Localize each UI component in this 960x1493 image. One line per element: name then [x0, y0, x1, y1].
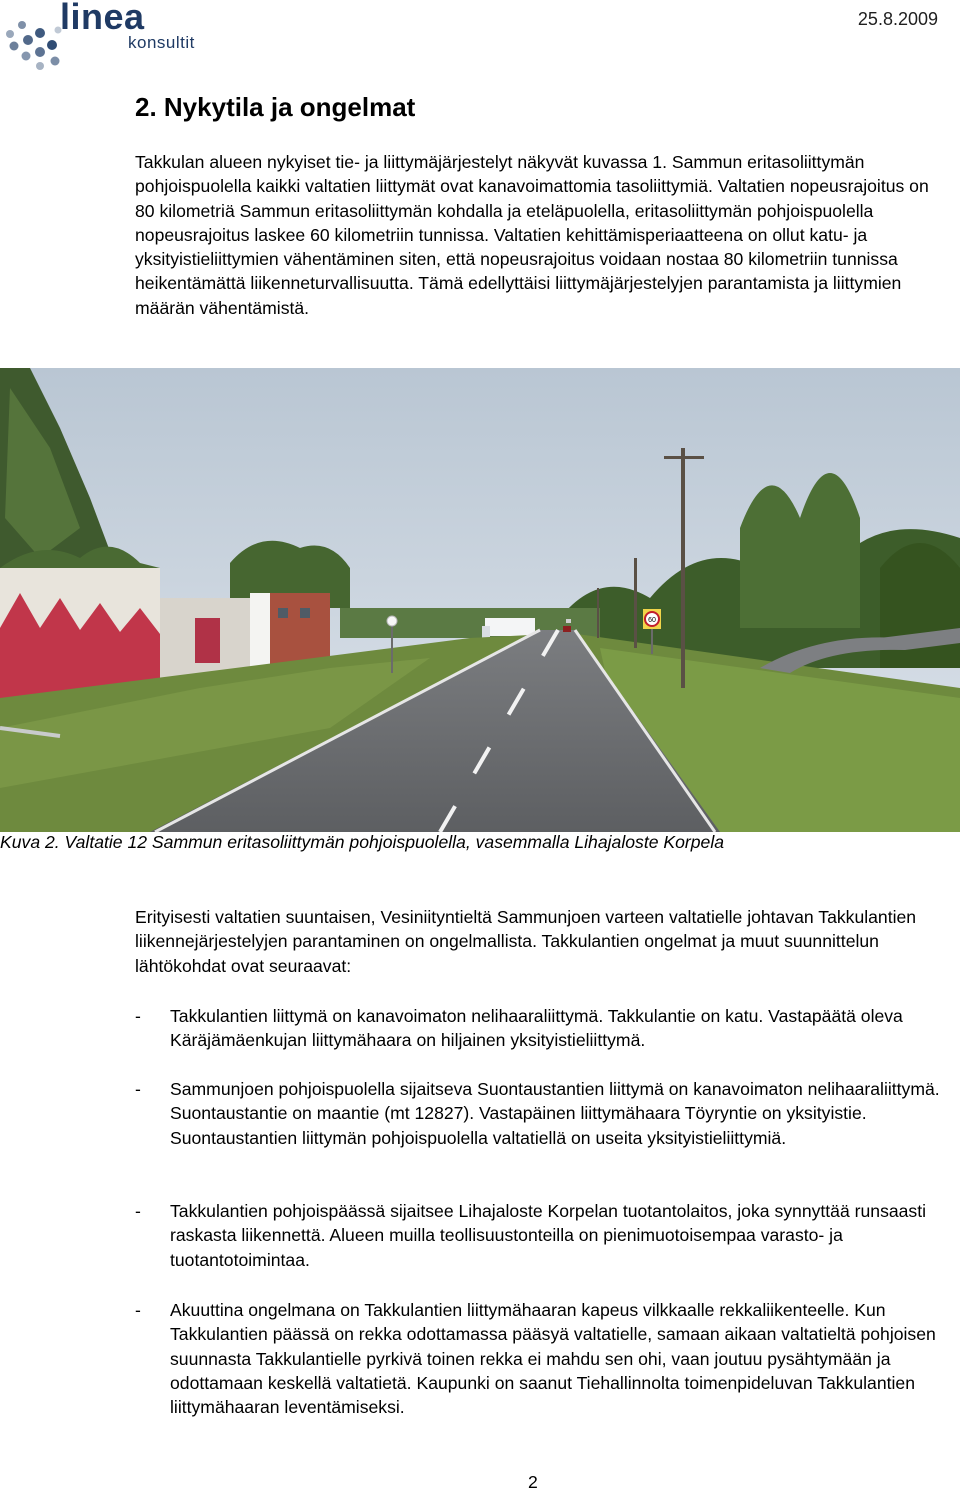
logo-subtitle: konsultit [128, 33, 195, 52]
intro-paragraph: Takkulan alueen nykyiset tie- ja liittymäjärjestelyt näkyvät kuvassa 1. Sammun eritasoliittymän pohjoispuolella kaikki valtatien liittymät ovat kanavoimattomia tasoliittymiä. Valtatien nopeusrajoitus on 80 kilometriä Sammun eritasoliittymän kohdalla ja eteläpuolella, eritasoliittymän pohjoispuolella nopeusrajoitus laskee 60 kilometriin tunnissa. Valtatien kehittämisperiaatteena on ollut katu- ja yksityistieliittymien vähentäminen siten, että nopeusrajoitus voidaan nostaa 80 kilometriin tunnissa heikentämättä liikenneturvallisuutta. Tämä edellyttäisi liittymäjärjestelyjen parantamista ja liittymien määrän vähentämistä. [135, 152, 929, 318]
list-item-text: Sammunjoen pohjoispuolella sijaitseva Suontaustantien liittymä on kanavoimaton nelihaaraliittymä. Suontaustantie on maantie (mt 12827). Vastapäinen liittymähaara Töyryntie on yksityistie. Suontaustantien liittymän pohjoispuolella valtatiellä on useita yksityistieliittymiä. [170, 1079, 940, 1148]
page-number: 2 [528, 1472, 538, 1492]
list-dash: - [135, 1006, 141, 1026]
list-item-text: Akuuttina ongelmana on Takkulantien liittymähaaran kapeus vilkkaalle rekkaliikenteelle. Kun Takkulantien päässä on rekka odottamassa pääsyä valtatielle, samaan aikaan valtatieltä pohjoisen suunnasta Takkulantielle pyrkivä toinen rekka ei mahdu sen ohi, vaan joutuu pysähtymään ja odottamaan keskellä valtatietä. Kaupunki on saanut Tiehallinnolta toimenpideluvan Takkulantien liittymähaaran leventämiseksi. [170, 1300, 936, 1418]
logo-wordmark: linea [60, 0, 145, 37]
road-photo [0, 368, 960, 832]
document-date: 25.8.2009 [857, 9, 938, 29]
list-item-text: Takkulantien pohjoispäässä sijaitsee Lihajaloste Korpelan tuotantolaitos, joka synnyttää runsaasti raskasta liikennettä. Alueen muilla teollisuustonteilla on pienimuotoisempaa varasto- ja tuotantotoimintaa. [170, 1201, 927, 1270]
figure-caption: Kuva 2. Valtatie 12 Sammun eritasoliittymän pohjoispuolella, vasemmalla Lihajaloste Korpela [0, 832, 725, 852]
list-dash: - [135, 1079, 141, 1099]
section-heading: 2. Nykytila ja ongelmat [135, 92, 416, 122]
list-item-text: Takkulantien liittymä on kanavoimaton nelihaaraliittymä. Takkulantie on katu. Vastapäätä oleva Käräjämäenkujan liittymähaara on hiljainen yksityistieliittymä. [170, 1006, 903, 1051]
list-dash: - [135, 1201, 141, 1221]
speed-sign-text: 60 [648, 617, 656, 624]
problems-intro-paragraph: Erityisesti valtatien suuntaisen, Vesiniityntieltä Sammunjoen varteen valtatielle johtavan Takkulantien liikennejärjestelyjen parantaminen on ongelmallista. Takkulantien ongelmat ja muut suunnittelun lähtökohdat ovat seuraavat: [135, 907, 917, 976]
list-dash: - [135, 1300, 141, 1320]
company-logo [0, 0, 230, 74]
